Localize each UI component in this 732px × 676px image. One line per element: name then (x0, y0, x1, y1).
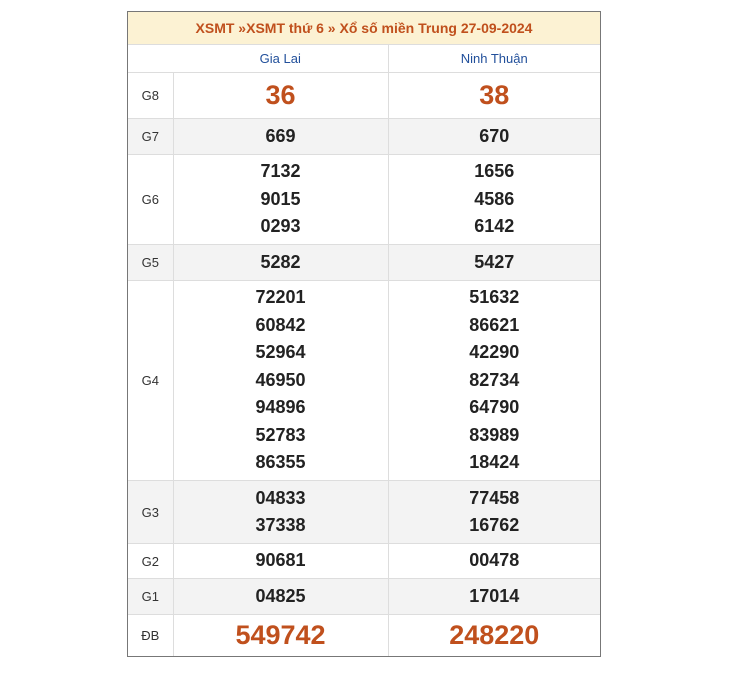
result-number: 549742 (235, 619, 326, 650)
result-number: 17014 (469, 585, 520, 606)
prize-row-g6 (128, 155, 600, 245)
result-number: 64790 (469, 397, 520, 418)
result-cell (173, 481, 388, 544)
prize-label: G2 (128, 544, 173, 579)
prize-label: G3 (128, 481, 173, 544)
result-number: 6142 (474, 216, 515, 237)
prize-row-g3 (128, 481, 600, 544)
prize-label: ĐB (128, 615, 173, 657)
prize-row-g5 (128, 245, 600, 281)
result-number: 16762 (469, 515, 520, 535)
result-number: 00478 (469, 550, 520, 571)
prize-column-header (128, 45, 173, 73)
result-number: 86355 (255, 452, 306, 473)
breadcrumb-xsmt-thu6-link[interactable]: XSMT thứ 6 (246, 20, 324, 36)
prize-label: G5 (128, 245, 173, 281)
result-cell (388, 615, 600, 657)
prize-row-g2 (128, 544, 600, 579)
result-cell (173, 579, 388, 615)
results-board (127, 11, 601, 657)
result-cell (388, 119, 600, 155)
result-cell (388, 281, 600, 481)
result-number: 77458 (469, 487, 520, 508)
result-cell (173, 615, 388, 657)
result-number: 94896 (255, 397, 306, 418)
result-number: 670 (479, 125, 510, 146)
result-number: 9015 (260, 188, 301, 209)
result-number: 36 (265, 79, 296, 110)
prize-row-g7 (128, 119, 600, 155)
breadcrumb-xsmt-link[interactable]: XSMT (195, 20, 235, 36)
result-number: 82734 (469, 369, 520, 390)
result-number: 1656 (474, 161, 515, 182)
result-number: 38 (479, 79, 510, 110)
result-number: 4586 (474, 188, 515, 209)
result-number: 04833 (255, 487, 306, 508)
prize-label: G6 (128, 155, 173, 245)
prize-label: G8 (128, 73, 173, 119)
result-number: 42290 (469, 342, 520, 363)
result-number: 5427 (474, 251, 515, 272)
province-ninh-thuan[interactable]: Ninh Thuận (388, 45, 600, 73)
result-number: 669 (265, 125, 296, 146)
prize-row-special (128, 615, 600, 657)
breadcrumb-separator: » (323, 20, 340, 36)
prize-row-g1 (128, 579, 600, 615)
result-cell (388, 544, 600, 579)
province-header-row (128, 45, 600, 73)
page-title: Xổ số miền Trung 27-09-2024 (339, 20, 533, 36)
result-cell (388, 245, 600, 281)
prize-label: G1 (128, 579, 173, 615)
province-gia-lai[interactable]: Gia Lai (173, 45, 388, 73)
result-cell (173, 73, 388, 119)
result-number: 83989 (469, 424, 520, 445)
result-cell (388, 481, 600, 544)
result-number: 52783 (255, 424, 306, 445)
result-number: 04825 (255, 585, 306, 606)
result-number: 7132 (260, 161, 301, 182)
result-cell (173, 119, 388, 155)
result-number: 51632 (469, 287, 520, 308)
result-number: 86621 (469, 314, 520, 335)
result-number: 37338 (255, 515, 306, 535)
result-number: 0293 (260, 216, 301, 237)
result-cell (173, 245, 388, 281)
results-header (128, 12, 600, 45)
prize-row-g8 (128, 73, 600, 119)
result-number: 72201 (255, 287, 306, 308)
result-cell (388, 73, 600, 119)
result-cell (173, 281, 388, 481)
result-number: 18424 (469, 452, 520, 473)
result-number: 52964 (255, 342, 306, 363)
prize-label: G7 (128, 119, 173, 155)
result-cell (388, 155, 600, 245)
result-number: 5282 (260, 251, 301, 272)
breadcrumb-separator: » (234, 20, 247, 36)
result-cell (388, 579, 600, 615)
result-number: 60842 (255, 314, 306, 335)
result-cell (173, 155, 388, 245)
result-cell (173, 544, 388, 579)
prize-row-g4 (128, 281, 600, 481)
results-table (128, 45, 600, 656)
result-number: 46950 (255, 369, 306, 390)
result-number: 90681 (255, 550, 306, 571)
result-number: 248220 (449, 619, 540, 650)
prize-label: G4 (128, 281, 173, 481)
